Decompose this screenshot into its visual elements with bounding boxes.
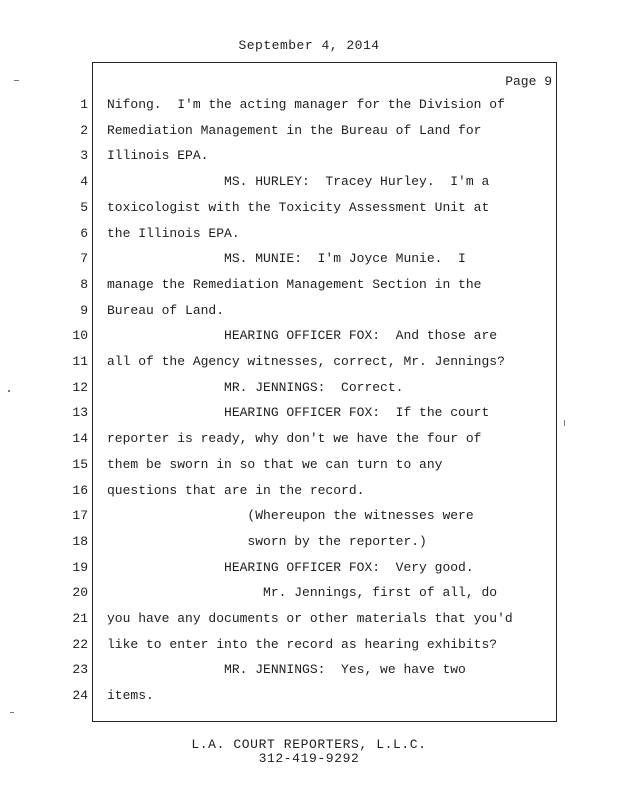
line-number: 24 xyxy=(72,688,88,703)
line-number: 17 xyxy=(72,508,88,523)
line-number: 2 xyxy=(80,123,88,138)
scan-speck xyxy=(10,712,14,713)
line-number: 7 xyxy=(80,251,88,266)
transcript-line-text: (Whereupon the witnesses were xyxy=(107,508,474,523)
transcript-line-text: HEARING OFFICER FOX: And those are xyxy=(107,328,498,343)
transcript-line-text: Bureau of Land. xyxy=(107,303,225,318)
transcript-line-text: MR. JENNINGS: Yes, we have two xyxy=(107,662,466,677)
transcript-line-text: HEARING OFFICER FOX: If the court xyxy=(107,405,490,420)
transcript-line-text: MS. HURLEY: Tracey Hurley. I'm a xyxy=(107,174,490,189)
transcript-line-text: MR. JENNINGS: Correct. xyxy=(107,380,404,395)
transcript-line-text: manage the Remediation Management Section in the xyxy=(107,277,482,292)
line-number: 18 xyxy=(72,534,88,549)
line-number: 1 xyxy=(80,97,88,112)
line-number: 5 xyxy=(80,200,88,215)
transcript-line-text: reporter is ready, why don't we have the four of xyxy=(107,431,482,446)
transcript-line-text: questions that are in the record. xyxy=(107,483,365,498)
scan-speck xyxy=(564,420,565,426)
line-number: 12 xyxy=(72,380,88,395)
transcript-line-text: items. xyxy=(107,688,154,703)
footer-phone: 312-419-9292 xyxy=(258,751,360,766)
line-number: 20 xyxy=(72,585,88,600)
transcript-line-text: HEARING OFFICER FOX: Very good. xyxy=(107,560,474,575)
transcript-line-text: sworn by the reporter.) xyxy=(107,534,427,549)
transcript-line-text: you have any documents or other materials that you'd xyxy=(107,611,513,626)
header-date: September 4, 2014 xyxy=(238,38,380,53)
line-number: 15 xyxy=(72,457,88,472)
transcript-line-text: MS. MUNIE: I'm Joyce Munie. I xyxy=(107,251,466,266)
line-number: 21 xyxy=(72,611,88,626)
page-number: Page 9 xyxy=(505,74,552,89)
line-number: 11 xyxy=(72,354,88,369)
line-number: 22 xyxy=(72,637,88,652)
transcript-line-text: them be sworn in so that we can turn to any xyxy=(107,457,443,472)
line-number: 9 xyxy=(80,303,88,318)
transcript-line-text: the Illinois EPA. xyxy=(107,226,240,241)
scan-speck xyxy=(14,80,19,81)
footer-company: L.A. COURT REPORTERS, L.L.C. xyxy=(191,737,427,752)
transcript-line-text: like to enter into the record as hearing exhibits? xyxy=(107,637,498,652)
line-number: 13 xyxy=(72,405,88,420)
line-number: 16 xyxy=(72,483,88,498)
transcript-line-text: Nifong. I'm the acting manager for the Division of xyxy=(107,97,505,112)
transcript-line-text: Illinois EPA. xyxy=(107,148,209,163)
line-number: 23 xyxy=(72,662,88,677)
line-number: 3 xyxy=(80,148,88,163)
line-number: 19 xyxy=(72,560,88,575)
line-number: 10 xyxy=(72,328,88,343)
scan-speck xyxy=(8,390,10,392)
line-number: 4 xyxy=(80,174,88,189)
transcript-line-text: Mr. Jennings, first of all, do xyxy=(107,585,498,600)
transcript-line-text: all of the Agency witnesses, correct, Mr. Jennings? xyxy=(107,354,505,369)
transcript-line-text: Remediation Management in the Bureau of Land for xyxy=(107,123,482,138)
line-number: 8 xyxy=(80,277,88,292)
line-number: 14 xyxy=(72,431,88,446)
transcript-line-text: toxicologist with the Toxicity Assessment Unit at xyxy=(107,200,490,215)
line-number: 6 xyxy=(80,226,88,241)
